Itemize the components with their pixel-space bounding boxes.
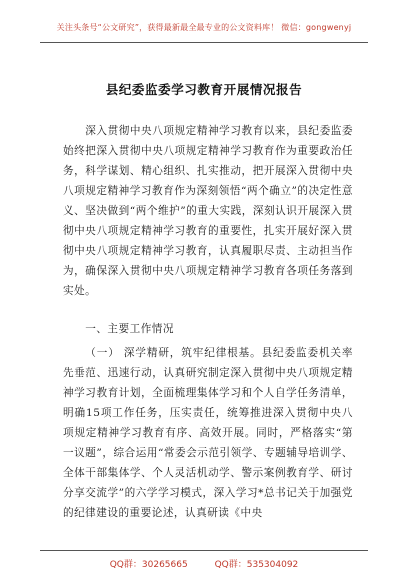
body-paragraph-2: （一） 深学精研，筑牢纪律根基。县纪委监委机关率先垂范、迅速行动，认真研究制定深入贯彻中央八项规定精神学习教育计划，全面梳理集体学习和个人自学任务清单，明确15项工作任务，压实责任，统筹推进深入贯彻中央八项规定精神学习教育有序、高效开展。同时，严格落实“第一议题”，综合运用“常委会示范引领学、专题辅导培训学、全体干部集体学、个人灵活机动学、警示案例教育学、研讨分享交流学”的六学学习模式，深入学习*总书记关于加强党的纪律建设的重要论述，认真研读《中央 bbox=[63, 347, 353, 519]
header-banner: 关注头条号“公文研究”，获得最新最全最专业的公文资料库！ 微信：gongwenyj bbox=[56, 23, 352, 32]
footer-qq-group-2: QQ群：535304092 bbox=[214, 560, 299, 570]
document-title: 县纪委监委学习教育开展情况报告 bbox=[105, 82, 303, 97]
body-paragraph-1: 深入贯彻中央八项规定精神学习教育以来，县纪委监委始终把深入贯彻中央八项规定精神学习教育作为重要政治任务，科学谋划、精心组织、扎实推动，把开展深入贯彻中央八项规定精神学习教育作为深刻领悟“两个确立”的决定性意义、坚决做到“两个维护”的重大实践，深刻认识开展深入贯彻中央八项规定精神学习教育的重要性，扎实开展好深入贯彻中央八项规定精神学习教育，认真履职尽责、主动担当作为，确保深入贯彻中央八项规定精神学习教育各项任务落到实处。 bbox=[63, 125, 353, 297]
footer-contact bbox=[0, 557, 408, 570]
footer-divider bbox=[40, 550, 368, 551]
header-divider bbox=[40, 42, 368, 43]
section-heading: 一、主要工作情况 bbox=[85, 323, 174, 335]
footer-qq-group-1: QQ群：30265665 bbox=[109, 560, 188, 570]
